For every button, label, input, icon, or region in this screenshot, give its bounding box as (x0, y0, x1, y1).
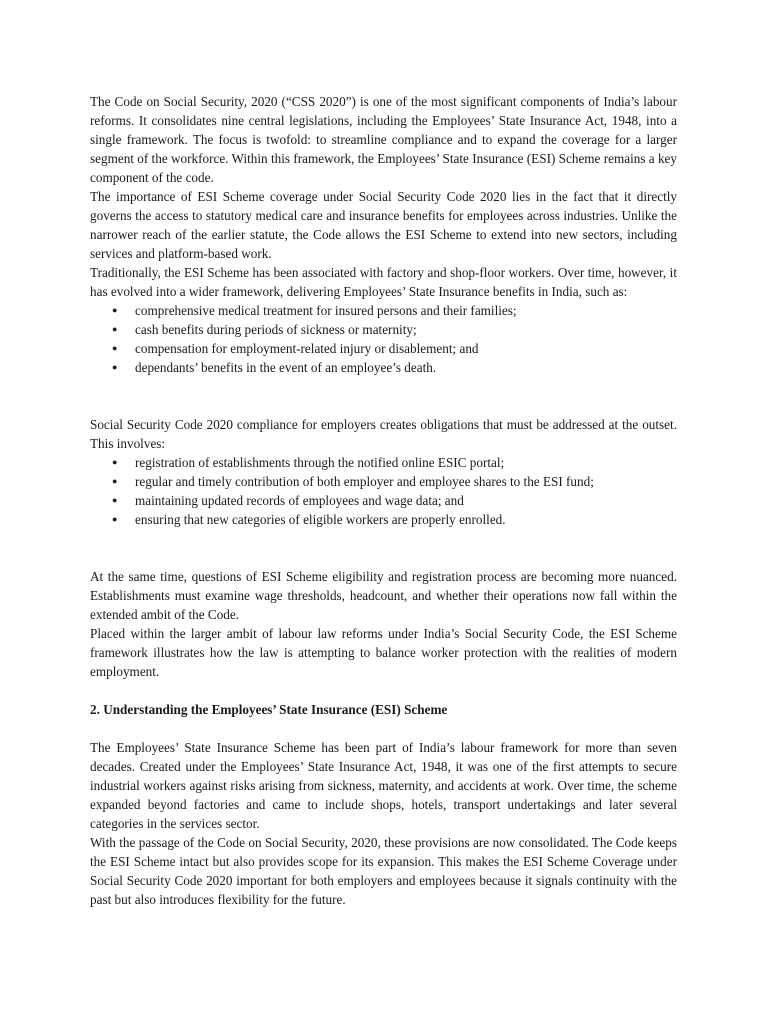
list-item: ● cash benefits during periods of sickness or maternity; (90, 320, 677, 339)
intro-paragraph-3: Traditionally, the ESI Scheme has been associated with factory and shop-floor workers. Over time, however, it has evolved into a wider framework, delivering Employees’ State Insurance benefits in India, such as: (90, 265, 677, 299)
section-heading: 2. Understanding the Employees’ State Insurance (ESI) Scheme (90, 702, 448, 717)
list-item: ● regular and timely contribution of both employer and employee shares to the ESI fund; (90, 472, 677, 491)
spacer (90, 529, 677, 567)
compliance-list (90, 453, 677, 529)
compliance-paragraph: Social Security Code 2020 compliance for employers creates obligations that must be addressed at the outset. This involves: (90, 417, 677, 451)
document-page (90, 92, 677, 909)
intro-paragraph-2: The importance of ESI Scheme coverage under Social Security Code 2020 lies in the fact that it directly governs the access to statutory medical care and insurance benefits for employees across industries. Unlike the narrower reach of the earlier statute, the Code allows the ESI Scheme to extend into new sectors, including services and platform-based work. (90, 189, 677, 261)
list-item: ● compensation for employment-related injury or disablement; and (90, 339, 677, 358)
list-item: ● registration of establishments through the notified online ESIC portal; (90, 453, 677, 472)
spacer (90, 719, 677, 738)
intro-paragraph-1: The Code on Social Security, 2020 (“CSS 2020”) is one of the most significant components of India’s labour reforms. It consolidates nine central legislations, including the Employees’ State Insurance Act, 1948, into a single framework. The focus is twofold: to streamline compliance and to expand the coverage for a larger segment of the workforce. Within this framework, the Employees’ State Insurance (ESI) Scheme remains a key component of the code. (90, 94, 677, 185)
benefits-list (90, 301, 677, 377)
list-item: ● dependants’ benefits in the event of an employee’s death. (90, 358, 677, 377)
section2-paragraph-1: The Employees’ State Insurance Scheme has been part of India’s labour framework for more than seven decades. Created under the Employees’ State Insurance Act, 1948, it was one of the first attempts to secure industrial workers against risks arising from sickness, maternity, and accidents at work. Over time, the scheme expanded beyond factories and came to include shops, hotels, transport undertakings and later several categories in the services sector. (90, 740, 677, 831)
eligibility-paragraph-1: At the same time, questions of ESI Scheme eligibility and registration process are becoming more nuanced. Establishments must examine wage thresholds, headcount, and whether their operations now fall within the extended ambit of the Code. (90, 569, 677, 622)
spacer (90, 377, 677, 415)
spacer (90, 681, 677, 700)
list-item: ● comprehensive medical treatment for insured persons and their families; (90, 301, 677, 320)
section2-paragraph-2: With the passage of the Code on Social Security, 2020, these provisions are now consolidated. The Code keeps the ESI Scheme intact but also provides scope for its expansion. This makes the ESI Scheme Coverage under Social Security Code 2020 important for both employers and employees because it signals continuity with the past but also introduces flexibility for the future. (90, 835, 677, 907)
list-item: ● ensuring that new categories of eligible workers are properly enrolled. (90, 510, 677, 529)
eligibility-paragraph-2: Placed within the larger ambit of labour law reforms under India’s Social Security Code, the ESI Scheme framework illustrates how the law is attempting to balance worker protection with the realities of modern employment. (90, 626, 677, 679)
list-item: ● maintaining updated records of employees and wage data; and (90, 491, 677, 510)
